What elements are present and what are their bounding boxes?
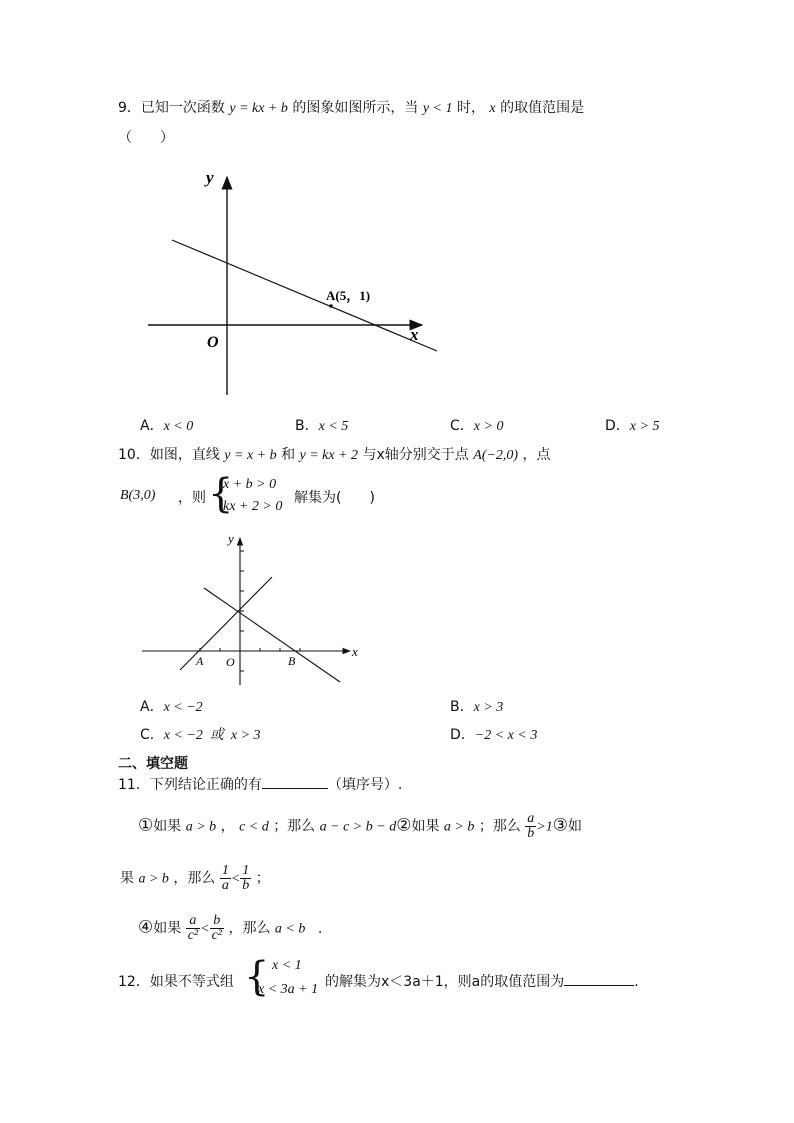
q12-tail (325, 971, 639, 991)
q10-line-kx-plus-2 (204, 588, 340, 682)
q11-s3-fraction-2 (240, 864, 251, 893)
q9-function: y = kx + b (229, 101, 288, 116)
q11-s3-denominator-1: a (221, 878, 229, 893)
q11-circle-4: ④ (138, 917, 154, 938)
q11-s1-a: 如果 (153, 818, 182, 835)
q11-s1-d: c < d (239, 819, 269, 835)
q9-point-a-label: A(5，1) (326, 288, 371, 303)
q10-x-label: x (352, 644, 358, 659)
q10-point-a: A(−2,0) (473, 448, 519, 463)
q10-graph (140, 530, 370, 690)
q9-option-a-letter: A． (140, 418, 164, 434)
q11-s1-c: ， (220, 818, 235, 835)
q11-s3-numerator-2: 1 (242, 863, 250, 878)
q11-s3-denominator-2: b (242, 878, 250, 893)
q9-option-b[interactable] (295, 415, 348, 435)
q9-x-label: x (410, 325, 419, 344)
q11-s4-numerator-1: a (189, 913, 197, 928)
q11-circle-3: ③ (552, 815, 568, 836)
q11-line2 (120, 864, 270, 893)
q9-y-label: y (206, 168, 214, 187)
q11-s2-b: a > b (443, 819, 475, 835)
q11-s2-denominator: b (527, 826, 535, 841)
q11-circle-2: ② (396, 815, 412, 836)
q9-text-after: 的取值范围是 (500, 100, 585, 116)
q12-text-b: 的解集为x＜3a＋1，则a的取值范围为 (325, 974, 565, 990)
q12-system-brace: { (244, 954, 270, 1000)
q10-point-b (120, 487, 155, 504)
q10-option-d-expr: −2 < x < 3 (474, 728, 538, 743)
q9-condition: y < 1 (422, 101, 453, 116)
q9-option-a[interactable] (140, 415, 193, 435)
q10-text-a: 如图，直线 (149, 447, 220, 463)
q12-answer-blank[interactable] (564, 973, 634, 986)
q10-number: 10． (118, 447, 150, 463)
q11-s4-d: . (317, 920, 323, 937)
q10-option-c-expr: x < −2 或 x > 3 (163, 728, 261, 743)
q9-text-before: 已知一次函数 (140, 100, 225, 116)
q10-origin-label: O (226, 655, 235, 669)
q10-option-d[interactable] (450, 724, 537, 744)
q11-circle-1: ① (138, 815, 154, 836)
q11-text: 下列结论正确的有 (149, 777, 262, 793)
q11-s4-fraction-2 (210, 914, 224, 943)
q9-option-a-expr: x < 0 (163, 419, 194, 434)
q9-answer-paren: （ ） (118, 130, 174, 146)
q9-option-d-letter: D． (605, 418, 630, 434)
q10-option-d-letter: D． (450, 727, 475, 743)
q12-end: . (634, 974, 639, 990)
q10-text-d: ，则 (178, 490, 206, 506)
q9-origin-label: O (207, 334, 219, 351)
q10-text-e: 解集为( ) (294, 490, 375, 506)
q11-s4-a: 如果 (153, 920, 182, 937)
q11-s4-b: ，那么 (228, 920, 271, 937)
q9-variable: x (489, 101, 496, 116)
q10-y-label: y (228, 531, 234, 546)
q11-s4-fraction-1 (186, 914, 200, 943)
q11-s1-e: ；那么 (273, 818, 316, 835)
q11-s1-b: a > b (185, 819, 217, 835)
q11-suffix: （填序号）. (327, 777, 403, 793)
q11-line1 (138, 812, 582, 841)
q12-text-a: 如果不等式组 (149, 974, 234, 990)
q10-option-b[interactable] (450, 696, 503, 716)
q9-option-c-letter: C． (450, 418, 474, 434)
q10-option-c[interactable] (140, 724, 261, 744)
q11-answer-blank[interactable] (262, 776, 328, 789)
q11-number: 11． (118, 777, 150, 793)
q12-number-text (118, 971, 234, 991)
q12-system-eq1: x < 1 (272, 958, 302, 973)
q11-s2-c: ；那么 (478, 818, 521, 835)
q11-s3-d: ，那么 (173, 870, 216, 887)
q10-text-b: 与x轴分别交于点 (362, 447, 469, 463)
q10-point-b-text: B(3,0) (120, 488, 156, 503)
q10-system-eq2: kx + 2 > 0 (223, 499, 283, 514)
q9-option-c[interactable] (450, 415, 503, 435)
q10-text-c: ，点 (522, 447, 551, 463)
q10-y-ticks (240, 551, 244, 671)
q11-s2-numerator: a (527, 811, 535, 826)
q12-number: 12． (118, 974, 150, 990)
q10-option-a-letter: A． (140, 699, 164, 715)
q10-option-b-expr: x > 3 (473, 700, 504, 715)
section-title: 二、填空题 (118, 756, 188, 772)
q10-text-and: 和 (281, 447, 296, 463)
q11-s4-denominator-2: c² (211, 928, 222, 943)
q9-option-c-expr: x > 0 (473, 419, 504, 434)
q11-s2-fraction (525, 812, 536, 841)
q10-stem-line1 (118, 444, 551, 464)
q9-number: 9． (118, 100, 141, 116)
q10-a-label: A (196, 654, 204, 668)
q10-line2: y = kx + 2 (299, 448, 359, 463)
q12-system-eq2: x < 3a + 1 (258, 982, 319, 997)
q9-text-time: 时， (456, 100, 485, 116)
q11-s4-numerator-2: b (213, 913, 221, 928)
q11-s3-a: 如 (567, 818, 582, 835)
q11-s3-b: 果 (120, 870, 134, 887)
q11-s3-numerator-1: 1 (221, 863, 229, 878)
q11-s4-c: a < b (274, 921, 306, 937)
q9-option-b-letter: B． (295, 418, 319, 434)
q9-point-a (329, 304, 333, 308)
q11-s3-c: a > b (138, 871, 169, 887)
q10-option-c-letter: C． (140, 727, 164, 743)
q11-s2-tail: >1 (536, 819, 553, 835)
q10-option-a-expr: x < −2 (163, 700, 203, 715)
q10-b-label: B (288, 654, 296, 668)
q9-stem (118, 97, 584, 117)
q11-s3-e: ； (255, 870, 270, 887)
q11-s3-less-than: < (230, 871, 241, 887)
q11-line3 (138, 914, 322, 943)
q11-s4-denominator-1: c² (187, 928, 199, 943)
q9-option-d-expr: x > 5 (629, 419, 660, 434)
q11-s1-f: a − c > b − d (319, 819, 397, 835)
q10-line1: y = x + b (224, 448, 277, 463)
q10-system-eq1: x + b > 0 (223, 477, 277, 492)
q9-option-d[interactable] (605, 415, 659, 435)
q10-system-brace: { (208, 471, 234, 517)
q10-option-a[interactable] (140, 696, 203, 716)
q9-option-b-expr: x < 5 (318, 419, 349, 434)
q11-s3-fraction-1 (220, 864, 231, 893)
q9-graph (140, 165, 450, 400)
q9-text-mid: 的图象如图所示，当 (292, 100, 419, 116)
q11-s4-less-than: < (200, 921, 210, 937)
q11-s2-a: 如果 (411, 818, 440, 835)
q10-option-b-letter: B． (450, 699, 474, 715)
q11-stem (118, 774, 402, 794)
